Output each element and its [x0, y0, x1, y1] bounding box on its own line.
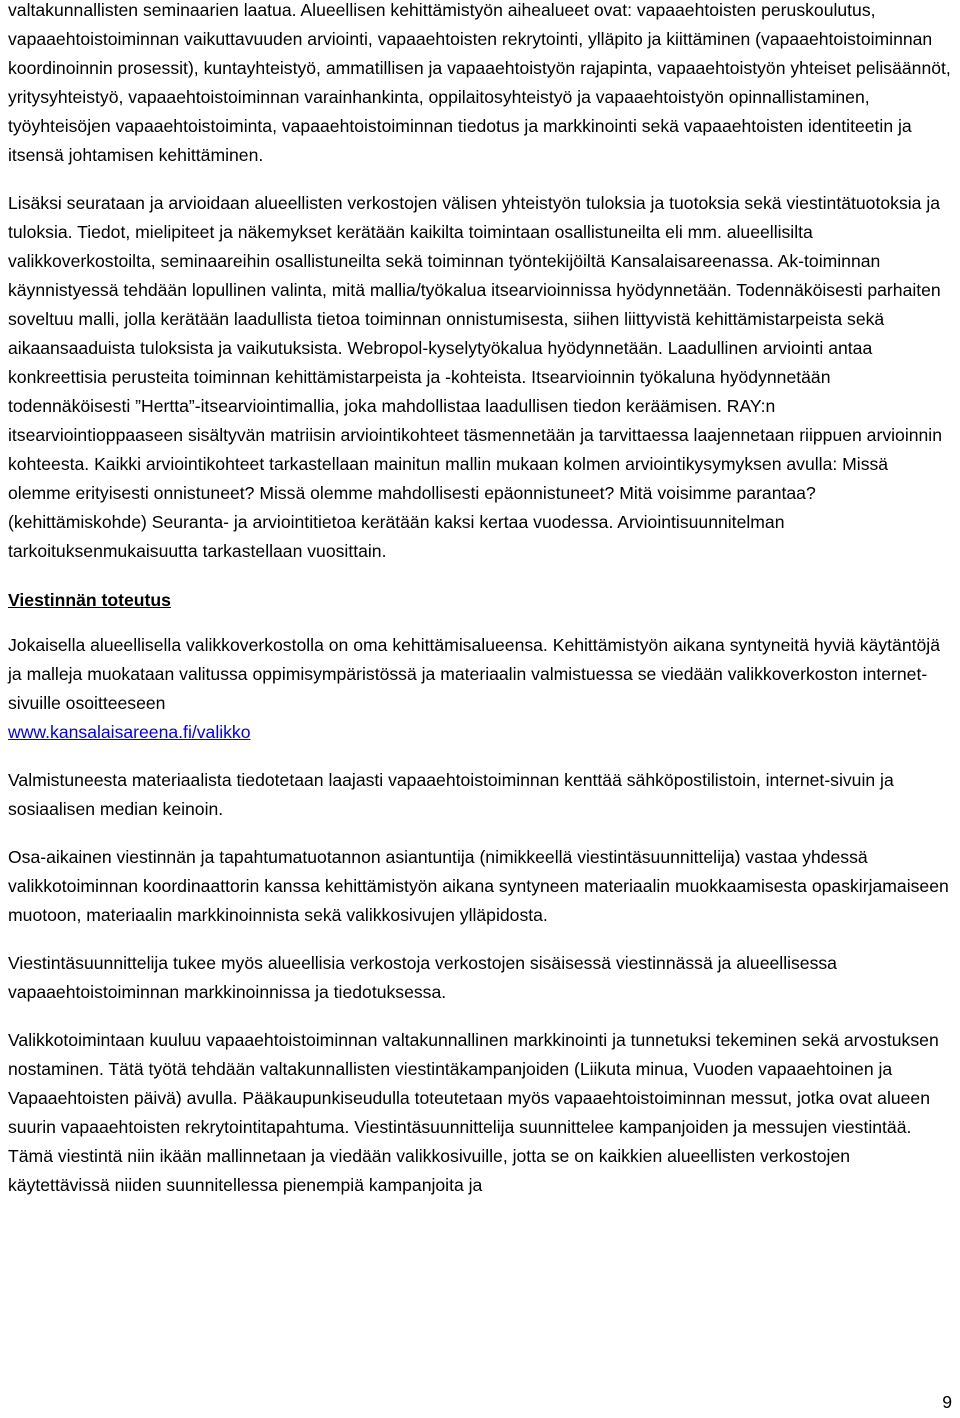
- paragraph-evaluation: Lisäksi seurataan ja arvioidaan alueellisten verkostojen välisen yhteistyön tuloksia ja tuotoksia sekä viestintätuotoksia ja tuloksia. Tiedot, mielipiteet ja näkemykset kerätään kaikilta toimintaan osallistuneilta eli mm. alueellisilta valikkoverkostoilta, seminaareihin osallistuneilta sekä toiminnan työntekijöiltä Kansalaisareenassa. Ak-toiminnan käynnistyessä tehdään lopullinen valinta, mitä mallia/työkalua itsearvioinnissa hyödynnetään. Todennäköisesti parhaiten soveltuu malli, jolla kerätään laadullista tietoa toiminnan onnistumisesta, siihen liittyvistä kehittämistarpeista sekä aikaansaaduista tuloksista ja vaikutuksista. Webropol-kyselytyökalua hyödynnetään. Laadullinen arviointi antaa konkreettisia perusteita toiminnan kehittämistarpeista ja -kohteista. Itsearvioinnin työkaluna hyödynnetään todennäköisesti ”Hertta”-itsearviointimallia, joka mahdollistaa laadullisen tiedon keräämisen. RAY:n itsearviointioppaaseen sisältyvän matriisin arviointikohteet täsmennetään ja tarvittaessa laajennetaan riippuen arvioinnin kohteesta. Kaikki arviointikohteet tarkastellaan mainitun mallin mukaan kolmen arviointikysymyksen avulla: Missä olemme erityisesti onnistuneet? Missä olemme mahdollisesti epäonnistuneet? Mitä voisimme parantaa? (kehittämiskohde) Seuranta- ja arviointitietoa kerätään kaksi kertaa vuodessa. Arviointisuunnitelman tarkoituksenmukaisuutta tarkastellaan vuosittain.: [8, 193, 942, 561]
- paragraph-national-marketing: Valikkotoimintaan kuuluu vapaaehtoistoiminnan valtakunnallinen markkinointi ja tunnetuksi tekeminen sekä arvostuksen nostaminen. Tätä työtä tehdään valtakunnallisten viestintäkampanjoiden (Liikuta minua, Vuoden vapaaehtoinen ja Vapaaehtoisten päivä) avulla. Pääkaupunkiseudulla toteutetaan myös vapaaehtoistoiminnan messut, jotka ovat alueen suurin vapaaehtoisten rekrytointitapahtuma. Viestintäsuunnittelija suunnittelee kampanjoiden ja messujen viestintää. Tämä viestintä niin ikään mallinnetaan ja viedään valikkosivuille, jotta se on kaikkien alueellisten verkostojen käytettävissä niiden suunnitellessa pienempiä kampanjoita ja: [8, 1030, 939, 1195]
- document-page: [8, 0, 952, 1200]
- valikko-link[interactable]: www.kansalaisareena.fi/valikko: [8, 722, 251, 742]
- section-heading: Viestinnän toteutus: [8, 590, 171, 610]
- paragraph-development-areas: [8, 631, 952, 747]
- paragraph-material-announcement: Valmistuneesta materiaalista tiedotetaan laajasti vapaaehtoistoiminnan kenttää sähköpostilistoin, internet-sivuin ja sosiaalisen median keinoin.: [8, 770, 894, 819]
- paragraph-development-topics: valtakunnallisten seminaarien laatua. Alueellisen kehittämistyön aihealueet ovat: vapaaehtoisten peruskoulutus, vapaaehtoistoiminnan vaikuttavuuden arviointi, vapaaehtoisten rekrytointi, ylläpito ja kiittäminen (vapaaehtoistoiminnan koordinoinnin prosessit), kuntayhteistyö, ammatillisen ja vapaaehtoistyön rajapinta, vapaaehtoistyön yhteiset pelisäännöt, yritysyhteistyö, vapaaehtoistoiminnan varainhankinta, oppilaitosyhteistyö ja vapaaehtoistyön opinnallistaminen, työyhteisöjen vapaaehtoistoiminta, vapaaehtoistoiminnan tiedotus ja markkinointi sekä vapaaehtoisten identiteetin ja itsensä johtamisen kehittäminen.: [8, 0, 951, 165]
- paragraph-communications-expert: Osa-aikainen viestinnän ja tapahtumatuotannon asiantuntija (nimikkeellä viestintäsuunnittelija) vastaa yhdessä valikkotoiminnan koordinaattorin kanssa kehittämistyön aikana syntyneen materiaalin muokkaamisesta opaskirjamaiseen muotoon, materiaalin markkinoinnista sekä valikkosivujen ylläpidosta.: [8, 847, 949, 925]
- page-number: 9: [942, 1392, 952, 1412]
- paragraph-development-areas-text: Jokaisella alueellisella valikkoverkostolla on oma kehittämisalueensa. Kehittämistyön aikana syntyneitä hyviä käytäntöjä ja malleja muokataan valitussa oppimisympäristössä ja materiaalin valmistuessa se viedään valikkoverkoston internet-sivuille osoitteeseen: [8, 635, 940, 713]
- paragraph-network-support: Viestintäsuunnittelija tukee myös alueellisia verkostoja verkostojen sisäisessä viestinnässä ja alueellisessa vapaaehtoistoiminnan markkinoinnissa ja tiedotuksessa.: [8, 953, 837, 1002]
